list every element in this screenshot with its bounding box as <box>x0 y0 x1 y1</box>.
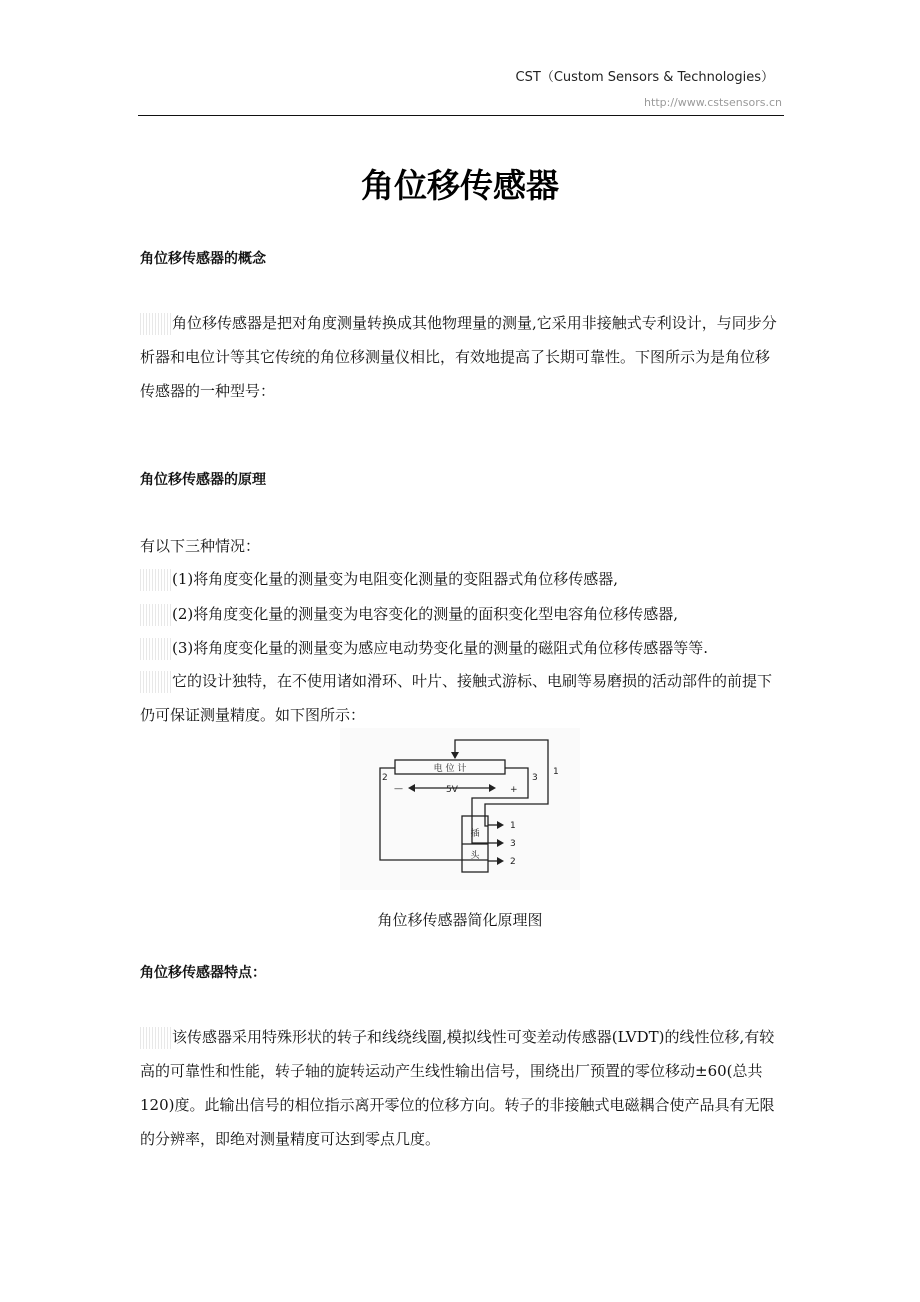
header-url: http://www.cstsensors.cn <box>644 96 782 109</box>
output-label-3: 3 <box>510 839 516 849</box>
potentiometer-label: 电 位 计 <box>433 764 467 774</box>
section-heading-features: 角位移传感器特点： <box>140 965 266 981</box>
plug-bottom-label: 头 <box>470 851 480 861</box>
outer-num-label: 1 <box>553 767 559 777</box>
indent-marker <box>140 604 172 626</box>
concept-paragraph <box>140 306 784 408</box>
output-label-1: 1 <box>510 821 516 831</box>
principle-paragraph <box>140 664 784 732</box>
principle-item-1 <box>140 568 618 591</box>
principle-item-text: (2)将角度变化量的测量变为电容变化的测量的面积变化型电容角位移传感器, <box>172 605 679 623</box>
header-rule <box>138 115 784 116</box>
section-heading-concept: 角位移传感器的概念 <box>140 251 266 267</box>
indent-marker <box>140 313 172 335</box>
left-num-label: 2 <box>382 773 388 783</box>
indent-marker <box>140 1027 172 1049</box>
minus-label: — <box>394 784 403 794</box>
principle-intro: 有以下三种情况： <box>140 537 261 555</box>
indent-marker <box>140 569 172 591</box>
principle-item-text: (3)将角度变化量的测量变为感应电动势变化量的测量的磁阻式角位移传感器等等. <box>172 639 709 657</box>
header-company: CST（Custom Sensors & Technologies） <box>515 70 774 85</box>
principle-item-2 <box>140 603 678 626</box>
right-num-label: 3 <box>532 773 538 783</box>
principle-diagram <box>340 728 580 890</box>
features-text: 该传感器采用特殊形状的转子和线绕线圈,模拟线性可变差动传感器(LVDT)的线性位移,有较高的可靠性和性能，转子轴的旋转运动产生线性输出信号，围绕出厂预置的零位移动±60(总共120)度。此输出信号的相位指示离开零位的位移方向。转子的非接触式电磁耦合使产品具有无限的分辨率，即绝对测量精度可达到零点几度。 <box>140 1028 775 1148</box>
plus-label: + <box>510 785 518 795</box>
principle-text: 它的设计独特，在不使用诸如滑环、叶片、接触式游标、电刷等易磨损的活动部件的前提下仍可保证测量精度。如下图所示： <box>140 672 773 724</box>
page-title: 角位移传感器 <box>361 166 559 205</box>
plug-top-label: 插 <box>470 829 480 839</box>
section-heading-principle: 角位移传感器的原理 <box>140 472 266 488</box>
principle-item-text: (1)将角度变化量的测量变为电阻变化测量的变阻器式角位移传感器, <box>172 570 619 588</box>
concept-text: 角位移传感器是把对角度测量转换成其他物理量的测量,它采用非接触式专利设计，与同步分析器和电位计等其它传统的角位移测量仪相比，有效地提高了长期可靠性。下图所示为是角位移传感器的一种型号： <box>140 314 777 400</box>
features-paragraph <box>140 1020 784 1156</box>
output-label-2: 2 <box>510 857 516 867</box>
voltage-label: 5V <box>446 785 458 795</box>
principle-item-3 <box>140 637 708 660</box>
indent-marker <box>140 671 172 693</box>
diagram-caption: 角位移传感器简化原理图 <box>377 911 543 929</box>
indent-marker <box>140 638 172 660</box>
